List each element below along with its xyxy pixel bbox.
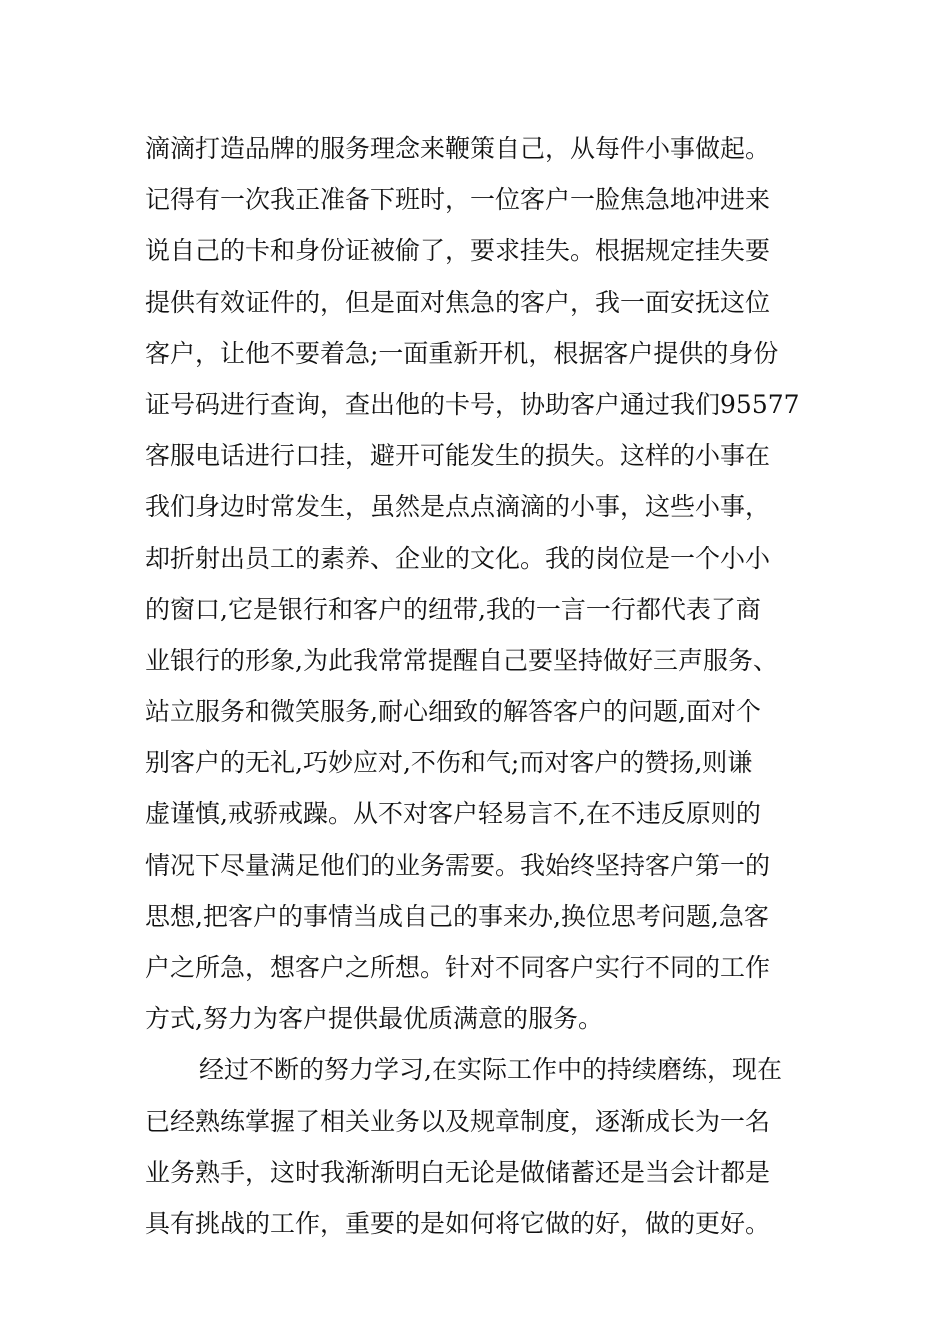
document-body <box>145 123 815 1249</box>
text-line: 说自己的卡和身份证被偷了，要求挂失。根据规定挂失要 <box>145 236 771 266</box>
paragraph-1 <box>145 123 815 1044</box>
text-line: 别客户的无礼,巧妙应对,不伤和气;而对客户的赞扬,则谦 <box>145 748 753 778</box>
paragraph-2 <box>145 1044 815 1249</box>
text-line: 提供有效证件的，但是面对焦急的客户，我一面安抚这位 <box>145 287 771 317</box>
text-line: 经过不断的努力学习,在实际工作中的持续磨练，现在 <box>199 1055 782 1085</box>
text-line: 思想,把客户的事情当成自己的事来办,换位思考问题,急客 <box>145 901 769 931</box>
text-line: 站立服务和微笑服务,耐心细致的解答客户的问题,面对个 <box>145 697 761 727</box>
text-line: 却折射出员工的素养、企业的文化。我的岗位是一个小小 <box>145 543 771 573</box>
text-line: 情况下尽量满足他们的业务需要。我始终坚持客户第一的 <box>145 850 771 880</box>
text-line: 虚谨慎,戒骄戒躁。从不对客户轻易言不,在不违反原则的 <box>145 799 761 829</box>
text-line: 已经熟练掌握了相关业务以及规章制度，逐渐成长为一名 <box>145 1106 771 1136</box>
text-line: 我们身边时常发生，虽然是点点滴滴的小事，这些小事， <box>145 492 771 522</box>
text-line: 证号码进行查询，查出他的卡号，协助客户通过我们95577 <box>145 389 800 419</box>
text-line: 滴滴打造品牌的服务理念来鞭策自己，从每件小事做起。 <box>145 134 771 163</box>
text-line: 具有挑战的工作，重要的是如何将它做的好，做的更好。 <box>145 1208 771 1238</box>
text-line: 记得有一次我正准备下班时，一位客户一脸焦急地冲进来 <box>145 185 771 215</box>
text-line: 客服电话进行口挂，避开可能发生的损失。这样的小事在 <box>145 441 771 471</box>
text-line: 业银行的形象,为此我常常提醒自己要坚持做好三声服务、 <box>145 645 778 675</box>
text-line: 客户，让他不要着急;一面重新开机，根据客户提供的身份 <box>145 338 779 368</box>
text-line: 的窗口,它是银行和客户的纽带,我的一言一行都代表了商 <box>145 594 761 624</box>
text-line: 户之所急，想客户之所想。针对不同客户实行不同的工作 <box>145 953 771 982</box>
text-line: 业务熟手，这时我渐渐明白无论是做储蓄还是当会计都是 <box>145 1157 771 1187</box>
text-line: 方式,努力为客户提供最优质满意的服务。 <box>145 1004 603 1034</box>
